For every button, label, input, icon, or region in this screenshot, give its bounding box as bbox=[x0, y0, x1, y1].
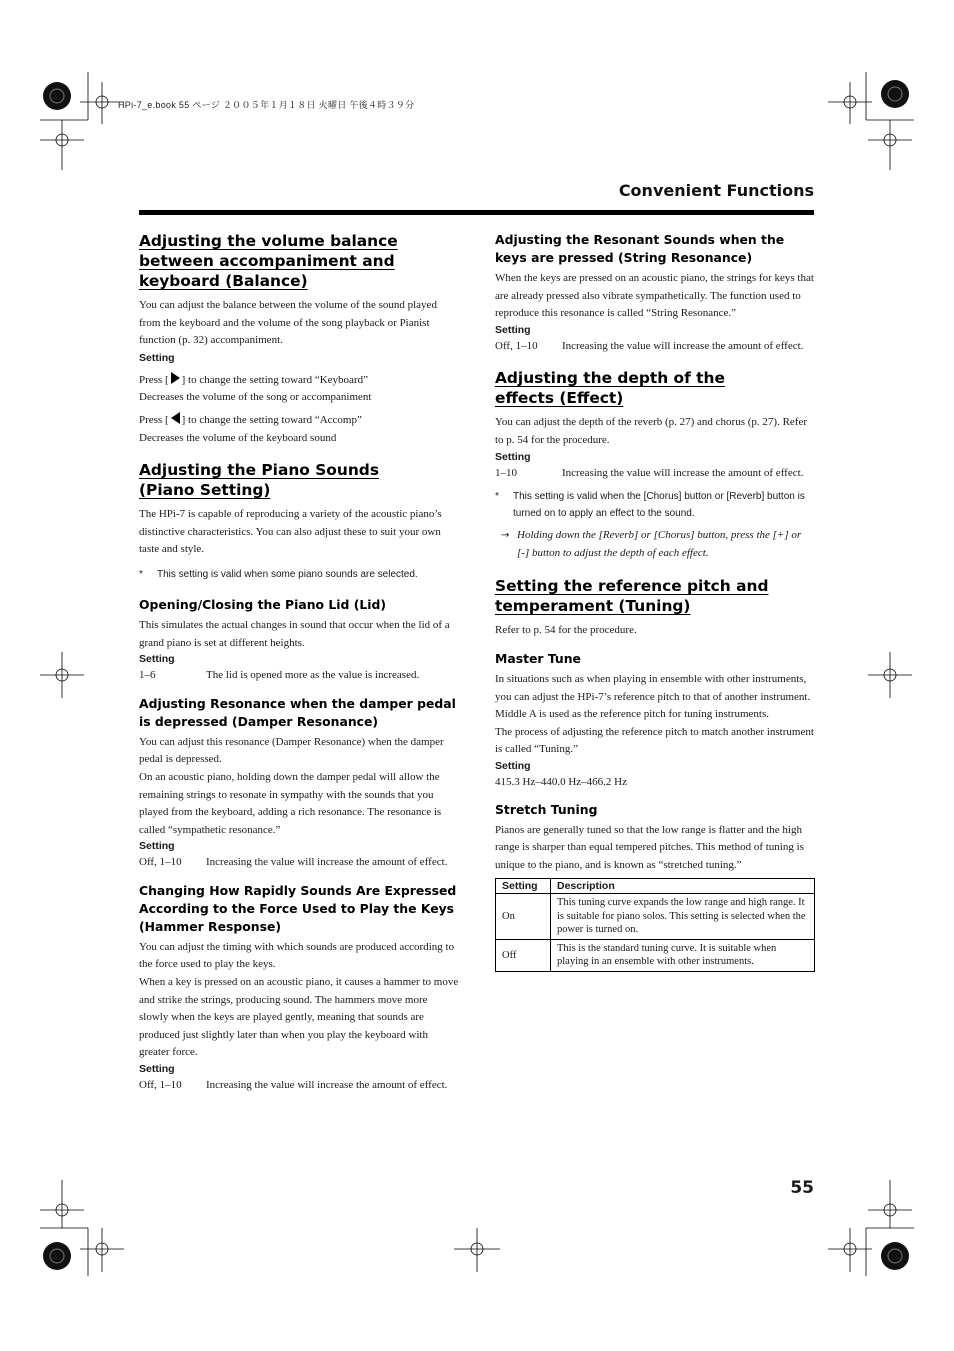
tuning-body: Refer to p. 54 for the procedure. bbox=[495, 624, 637, 637]
table-header-row bbox=[496, 879, 815, 894]
balance-heading: Adjusting the volume balance between accompaniment and keyboard (Balance) bbox=[139, 232, 398, 290]
table-cell-description: This is the standard tuning curve. It is suitable when playing in an ensemble with other instruments. bbox=[551, 939, 815, 971]
table-cell-description: This tuning curve expands the low range and high range. It is suitable for piano solos. This setting is selected when the power is turned on. bbox=[551, 894, 815, 940]
table-row bbox=[496, 939, 815, 971]
hammer-setting-row: Off, 1–10 Increasing the value will increase the amount of effect. bbox=[139, 1079, 448, 1092]
lid-setting-row: 1–6 The lid is opened more as the value is increased. bbox=[139, 669, 420, 682]
file-info: HPi-7_e.book 55 ページ ２００５年１月１８日 火曜日 午後４時３９分 bbox=[118, 100, 415, 110]
balance-left-desc: Decreases the volume of the keyboard sound bbox=[139, 431, 337, 444]
piano-heading: Adjusting the Piano Sounds (Piano Setting) bbox=[139, 461, 379, 500]
effect-tip: → Holding down the [Reverb] or [Chorus] button, press the [+] or [-] button to adjust the depth of each effect. bbox=[501, 529, 802, 559]
tuning-heading: Setting the reference pitch and temperament (Tuning) bbox=[495, 577, 769, 616]
stretch-heading: Stretch Tuning bbox=[495, 801, 598, 817]
master-body-1: In situations such as when playing in ensemble with other instruments, you can adjust the HPi-7’s reference pitch to that of another instrument. Middle A is used as the reference pitch for tuning instruments. bbox=[495, 672, 811, 721]
string-setting-row: Off, 1–10 Increasing the value will increase the amount of effect. bbox=[495, 339, 804, 352]
string-setting-label: Setting bbox=[495, 323, 531, 336]
table-cell-setting: On bbox=[496, 894, 551, 940]
hammer-body-1: You can adjust the timing with which sounds are produced according to the force used to play the keys. bbox=[139, 940, 455, 971]
right-arrow-icon bbox=[171, 372, 180, 384]
piano-body: The HPi-7 is capable of reproducing a variety of the acoustic piano’s distinctive characteristics. You can also adjust these to suit your own taste and style. bbox=[139, 508, 442, 556]
table-cell-setting: Off bbox=[496, 939, 551, 971]
effect-note: * This setting is valid when the [Chorus] button or [Reverb] button is turned on to apply an effect to the sound. bbox=[495, 491, 805, 520]
page-number: 55 bbox=[790, 1178, 814, 1198]
damper-body-2: On an acoustic piano, holding down the damper pedal will allow the remaining strings to resonate in sympathy with the sounds that you played from the keyboard, adding a rich resonance. The resonance is called “sympathetic resonance.” bbox=[139, 770, 442, 836]
balance-right-desc: Decreases the volume of the song or accompaniment bbox=[139, 391, 372, 404]
balance-body: You can adjust the balance between the volume of the sound played from the keyboard and the volume of the song playback or Pianist function (p. 32) accompaniment. bbox=[139, 299, 437, 347]
arrow-right-icon: → bbox=[501, 530, 510, 542]
lid-body: This simulates the actual changes in sound that occur when the lid of a grand piano is set at different heights. bbox=[139, 618, 450, 649]
right-column bbox=[495, 231, 815, 972]
master-setting-value: 415.3 Hz–440.0 Hz–466.2 Hz bbox=[495, 775, 627, 788]
damper-body-1: You can adjust this resonance (Damper Resonance) when the damper pedal is depressed. bbox=[139, 735, 444, 766]
master-setting-label: Setting bbox=[495, 759, 531, 772]
effect-body: You can adjust the depth of the reverb (p. 27) and chorus (p. 27). Refer to p. 54 for the procedure. bbox=[495, 416, 807, 446]
damper-heading: Adjusting Resonance when the damper pedal is depressed (Damper Resonance) bbox=[139, 695, 456, 729]
table-header-description: Description bbox=[551, 879, 815, 894]
hammer-heading: Changing How Rapidly Sounds Are Expressed According to the Force Used to Play the Keys (Hammer Response) bbox=[139, 882, 457, 934]
table-row bbox=[496, 894, 815, 940]
master-body-2: The process of adjusting the reference pitch to match another instrument is called “Tuning.” bbox=[495, 725, 814, 756]
stretch-table bbox=[495, 878, 815, 972]
effect-heading: Adjusting the depth of the effects (Effect) bbox=[495, 369, 725, 408]
string-body: When the keys are pressed on an acoustic piano, the strings for keys that are already pressed also vibrate sympathetically. The function used to reproduce this resonance is called “String Resonance.” bbox=[495, 272, 814, 320]
table-header-setting: Setting bbox=[496, 879, 551, 894]
effect-setting-row: 1–10 Increasing the value will increase the amount of effect. bbox=[495, 466, 804, 479]
hammer-setting-label: Setting bbox=[139, 1063, 175, 1076]
master-heading: Master Tune bbox=[495, 650, 581, 666]
lid-setting-label: Setting bbox=[139, 653, 175, 666]
piano-note: * This setting is valid when some piano sounds are selected. bbox=[139, 568, 418, 580]
damper-setting-label: Setting bbox=[139, 840, 175, 853]
left-column bbox=[139, 231, 459, 1095]
string-heading: Adjusting the Resonant Sounds when the keys are pressed (String Resonance) bbox=[495, 232, 785, 265]
hammer-body-2: When a key is pressed on an acoustic piano, it causes a hammer to move and strike the strings, producing sound. The hammers move more slowly when the keys are played gently, meaning that sounds are produced just slightly later than when you play the keyboard with greater force. bbox=[139, 976, 459, 1059]
header-rule bbox=[139, 210, 814, 215]
stretch-body: Pianos are generally tuned so that the low range is flatter and the high range is sharper than equal tempered pitches. This method of tuning is unique to the piano, and is known as “stretched tuning.” bbox=[495, 823, 804, 871]
left-arrow-icon bbox=[171, 412, 180, 424]
balance-setting-label: Setting bbox=[139, 351, 175, 364]
damper-setting-row: Off, 1–10 Increasing the value will increase the amount of effect. bbox=[139, 856, 448, 869]
lid-heading: Opening/Closing the Piano Lid (Lid) bbox=[139, 596, 387, 612]
balance-left-line: Press [ ] to change the setting toward “Accomp” bbox=[139, 413, 362, 426]
section-title: Convenient Functions bbox=[618, 181, 814, 200]
effect-setting-label: Setting bbox=[495, 450, 531, 463]
balance-right-line: Press [ ] to change the setting toward “Keyboard” bbox=[139, 373, 368, 386]
